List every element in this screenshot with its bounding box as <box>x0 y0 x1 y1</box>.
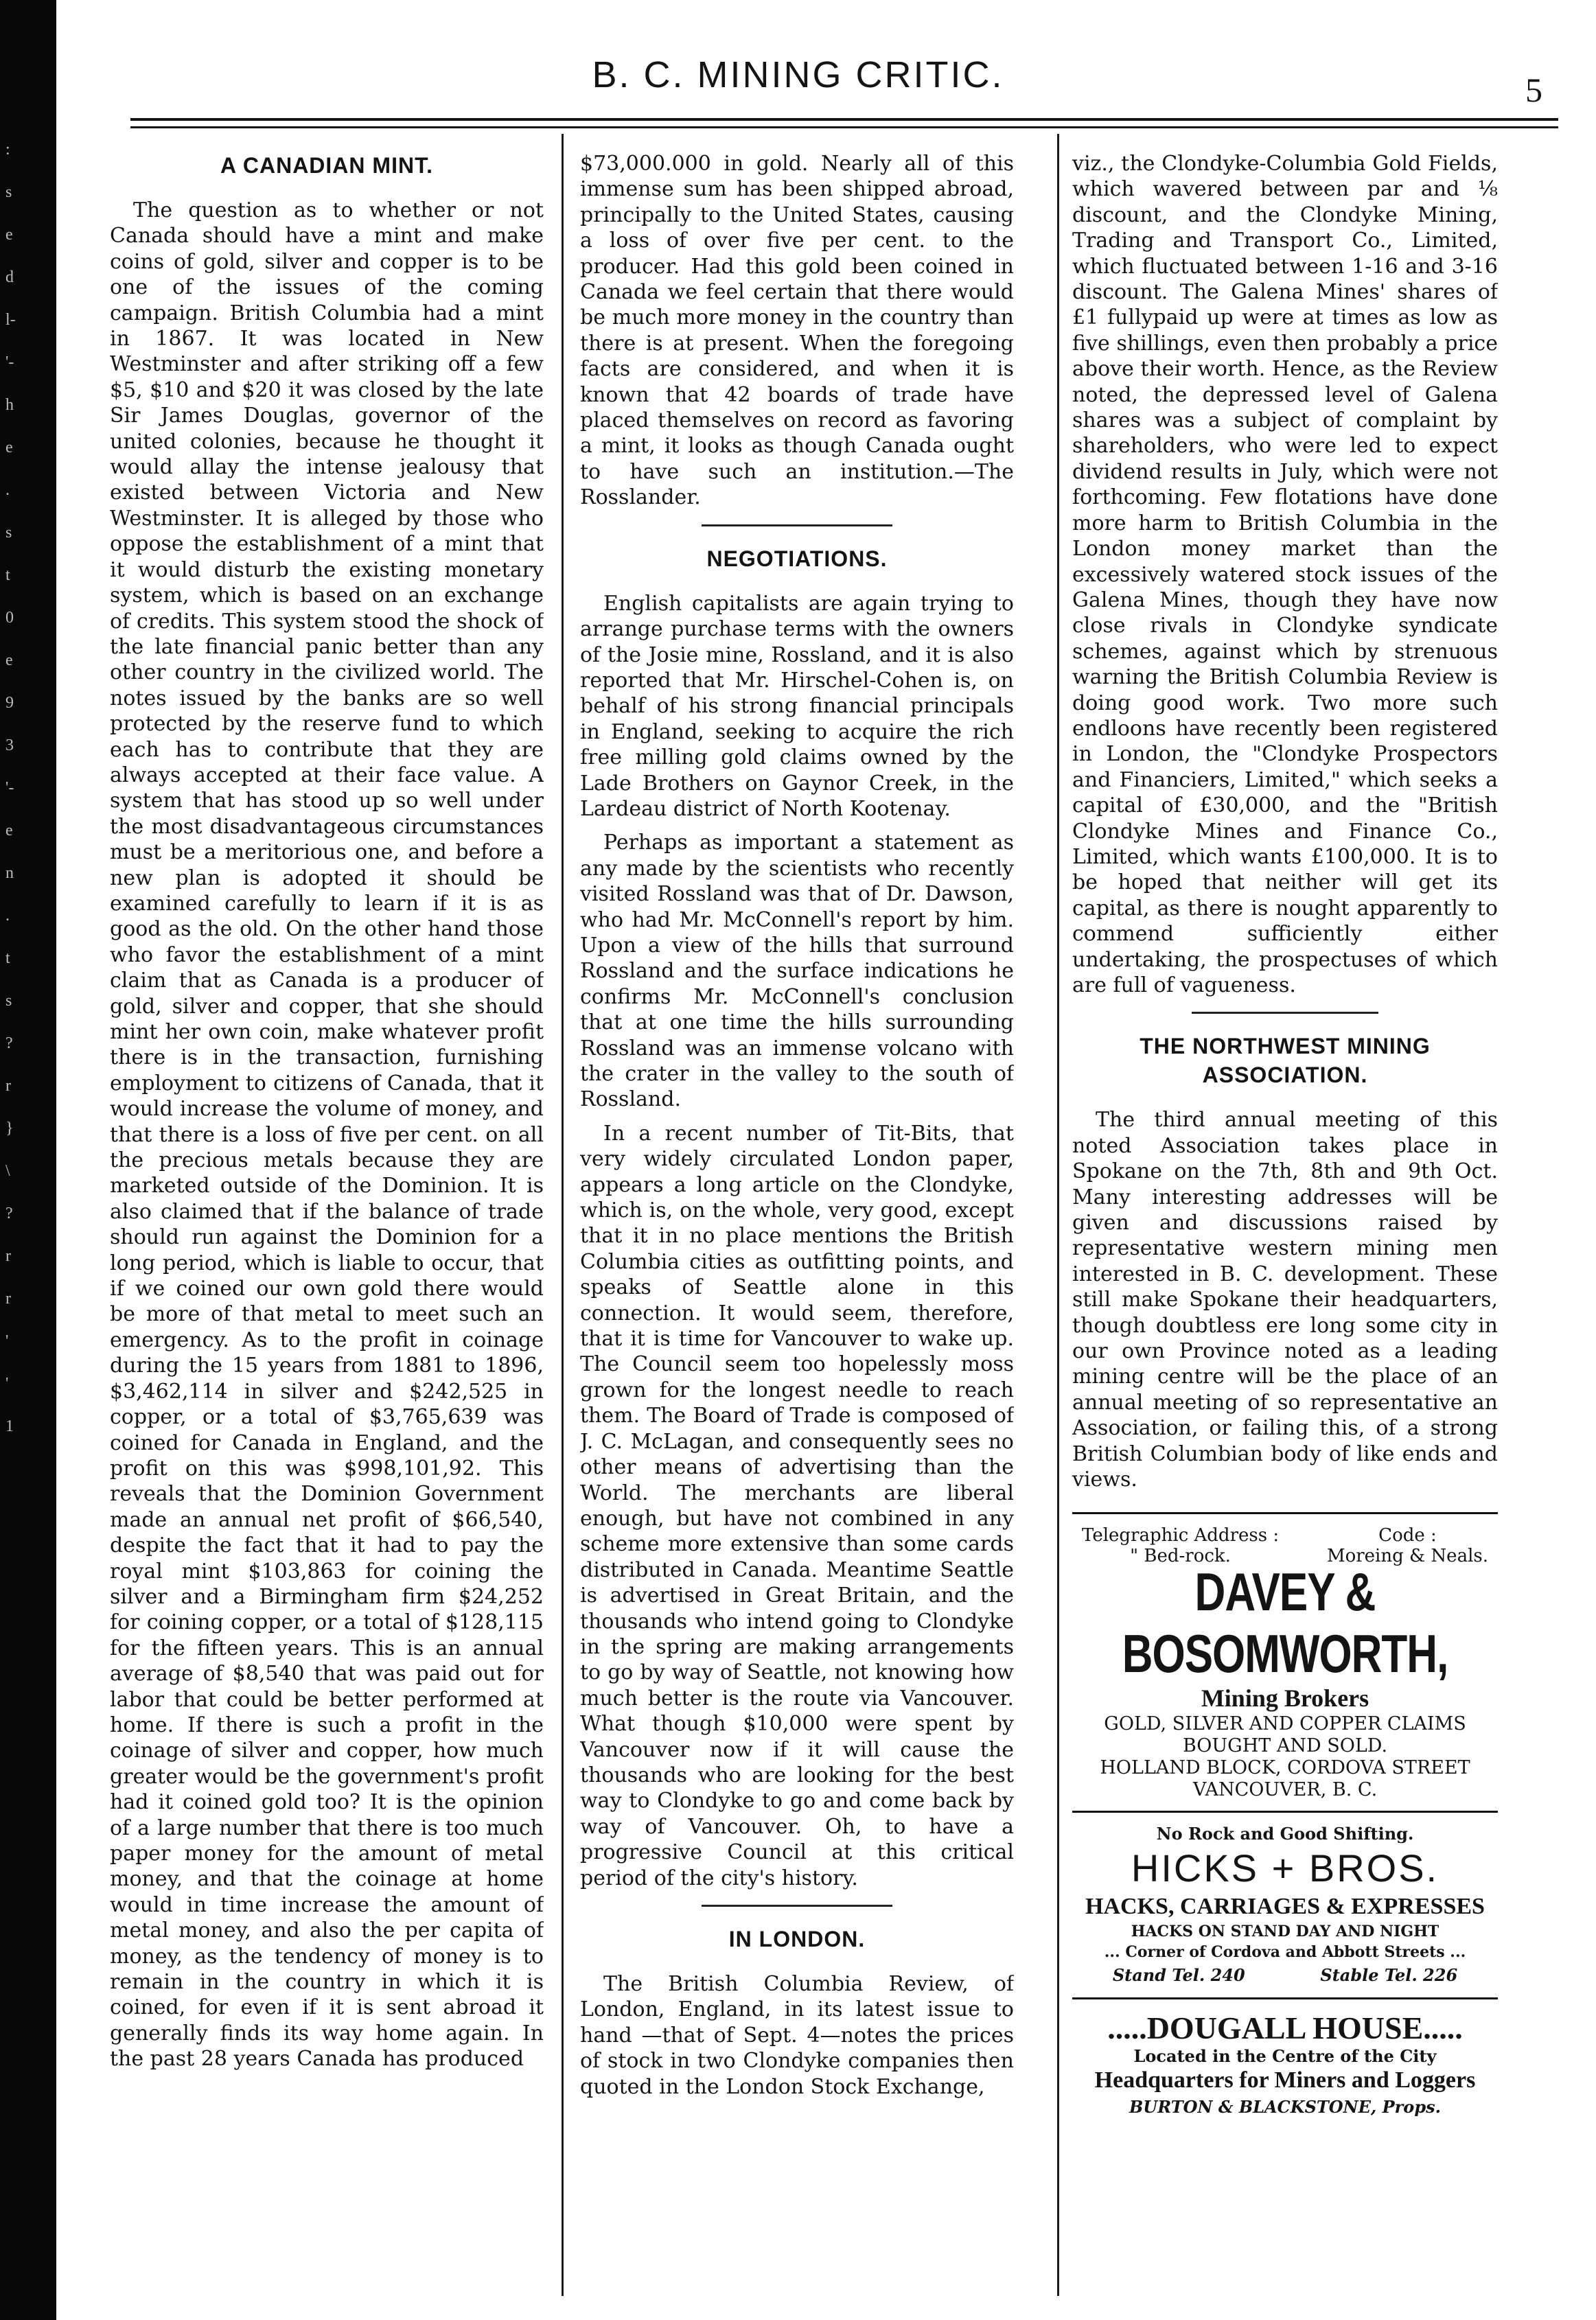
masthead: B. C. MINING CRITIC. <box>592 54 1004 95</box>
margin-fragment: l- <box>5 311 16 329</box>
article-paragraph: In a recent number of Tit-Bits, that very widely circulated London paper, appears a long article on the Clondyke, which is, on the whole, very good, except that it in no place mentions the British Columbia cities as outfitting points, and speaks of Seattle alone in this connection. It would seem, therefore, that it is time for Vancouver to wake up. The Council seem too hopelessly moss grown for the longest needle to reach them. The Board of Trade is composed of J. C. McLagan, and consequently sees no other means of advertising than the World. The merchants are liberal enough, but have not combined in any scheme more extensive than some cards distributed in Canada. Meantime Seattle is advertised in Great Britain, and the thousands who intend going to Clondyke in the spring are making arrangements to go by way of Seattle, not knowing how much better is the route via Vancouver. What though $10,000 were spent by Vancouver now if it will cause the thousands who are looking for the best way to Clondyke to go and come back by way of Vancouver. Oh, to have a progressive Council at this critical period of the city's history. <box>580 1121 1014 1890</box>
ad-code-label: Code : <box>1378 1524 1437 1546</box>
ad-hicks-bros <box>1072 1811 1498 1997</box>
article-paragraph: The question as to whether or not Canada should have a mint and make coins of gold, silver and copper is to be one of the issues of the coming campaign. British Columbia had a mint in 1867. It was located in New Westminster and after striking off a few $5, $10 and $20 it was closed by the late Sir James Douglas, governor of the united colonies, because he thought it would allay the intense jealousy that existed between Victoria and New Westminster. It is alleged by those who oppose the establishment of a mint that it would disturb the existing monetary system, which is based on an exchange of credits. This system stood the shock of the late financial panic better than any other country in the civilized world. The notes issued by the banks are so well protected by the reserve fund to which each has to contribute that they are always accepted at their face value. A system that has stood up so well under the most disadvantageous circumstances must be a meritorious one, and before a new plan is adopted it should be examined carefully to learn if it is as good as the old. On the other hand those who favor the establishment of a mint claim that as Canada is a producer of gold, silver and copper, that she should mint her own coin, make whatever profit there is in the transaction, furnishing employment to citizens of Canada, that it would increase the volume of money, and that there is a loss of five per cent. on all the precious metals because they are marketed outside of the Dominion. It is also claimed that if the balance of trade should run against the Dominion for a long period, which is liable to occur, that if we coined our own gold there would be more of that metal to meet such an emergency. As to the profit in coinage during the 15 years from 1881 to 1896, $3,462,114 in silver and $242,525 in copper, or a total of $3,765,639 was coined for Canada in England, and the profit on this was $998,101,92. This reveals that the Dominion Government made an annual net profit of $66,540, despite the fact that it had to pay the royal mint $103,863 for coining the silver and a Birmingham firm $24,252 for coining copper, or a total of $128,115 for the fifteen years. This is an annual average of $8,540 that was paid out for labor that could be better performed at home. If there is such a profit in the coinage of silver and copper, how much greater would be the government's profit had it coined gold too? It is the opinion of a large number that there is too much paper money for the amount of metal money, and that the coinage at home would in time increase the amount of metal money, and also the per capita of money, as the tendency of money is to remain in the country in which it is coined, for even if it is sent abroad it generally finds its way home again. In the past 28 years Canada has produced <box>110 198 544 2072</box>
margin-fragment: 1 <box>5 1417 14 1435</box>
ad-hicks-stable-tel: Stable Tel. 226 <box>1320 1964 1458 1985</box>
margin-fragment: 3 <box>5 736 14 754</box>
margin-fragment: e <box>5 651 13 669</box>
margin-fragment: r <box>5 1077 11 1095</box>
article-paragraph: Perhaps as important a statement as any made by the scientists who recently visited Rossland was that of Dr. Dawson, who had Mr. McConnell's report by him. Upon a view of the hills that surround Rossland and the surface indications he confirms Mr. McConnell's conclusion that at one time the hills surrounding Rossland was an immense volcano with the crater in the valley to the south of Rossland. <box>580 831 1014 1112</box>
page-number: 5 <box>1525 71 1542 109</box>
margin-fragment: r <box>5 1290 11 1308</box>
section-divider <box>702 1905 892 1907</box>
column-divider-1 <box>562 134 564 2296</box>
margin-fragment: ? <box>5 1205 13 1222</box>
header-rule-top <box>130 118 1558 121</box>
article-paragraph: The British Columbia Review, of London, England, in its latest issue to hand —that of Sept. 4—notes the prices of stock in two Clondyke companies then quoted in the London Stock Exchange, <box>580 1972 1014 2099</box>
margin-fragment: ' <box>5 1332 9 1350</box>
margin-fragment: '- <box>5 779 14 797</box>
scan-left-margin <box>0 0 56 2320</box>
ad-davey-bought: BOUGHT AND SOLD. <box>1182 1735 1388 1756</box>
margin-fragment: d <box>5 268 14 286</box>
heading-northwest-mining: THE NORTHWEST MINING ASSOCIATION. <box>1140 1034 1431 1088</box>
margin-fragment: h <box>5 396 14 414</box>
ad-hicks-tagline: No Rock and Good Shifting. <box>1156 1823 1414 1844</box>
margin-fragment: t <box>5 566 10 584</box>
ad-hicks-corner: ... Corner of Cordova and Abbott Streets ... <box>1104 1942 1466 1961</box>
article-paragraph: The third annual meeting of this noted Association takes place in Spokane on the 7th, 8th and 9th Oct. Many interesting addresses will be given and discussions raised by representative western mining men interested in B. C. development. These still make Spokane their headquarters, though doubtless ere long some city in our own Province noted as a leading mining centre will be the place of an annual meeting of so representative an Association, or failing this, of a strong British Columbian body of like ends and views. <box>1072 1108 1498 1492</box>
article-paragraph: viz., the Clondyke-Columbia Gold Fields, which wavered between par and ⅛ discount, and the Clondyke Mining, Trading and Transport Co., Limited, which fluctuated between 1-16 and 3-16 discount. The Galena Mines' shares of £1 fullypaid up were at times as low as five shillings, even then probably a price above their worth. Hence, as the Review noted, the depressed level of Galena shares was a subject of complaint by shareholders, who were led to expect dividend results in July, which were not forthcoming. Few flotations have done more harm to British Columbia in the London money market than the excessively watered stock issues of the Galena Mines, though they have now close rivals in Clondyke syndicate schemes, against which by strenuous warning the British Columbia Review is doing good work. Two more such endloons have recently been registered in London, the "Clondyke Prospectors and Financiers, Limited," which seeks a capital of £30,000, and the "British Clondyke Mines and Finance Co., Limited, which wants £100,000. It is to be hoped that neither will get its capital, as there is nought apparently to commend sufficiently either undertaking, the prospectuses of which are full of vagueness. <box>1072 152 1498 997</box>
margin-fragment: s <box>5 992 12 1010</box>
ad-davey-claims: GOLD, SILVER AND COPPER CLAIMS <box>1104 1713 1466 1735</box>
ad-telegraphic-code: " Bed-rock. <box>1130 1545 1231 1566</box>
ad-dougall-headquarters: Headquarters for Miners and Loggers <box>1094 2067 1476 2093</box>
column-3 <box>1072 151 1498 2296</box>
article-paragraph: $73,000.000 in gold. Nearly all of this immense sum has been shipped abroad, principally to the United States, causing a loss of over five per cent. to the producer. Had this gold been coined in Canada we feel certain that there would be much more money in the country than there is at present. When the foregoing facts are considered, and when it is known that 42 boards of trade have placed themselves on record as favoring a mint, it looks as though Canada ought to have such an institution.—The Rosslander. <box>580 152 1014 510</box>
margin-fragment: . <box>5 907 10 925</box>
margin-fragment: r <box>5 1247 11 1265</box>
margin-fragment: t <box>5 949 10 967</box>
heading-canadian-mint: A CANADIAN MINT. <box>220 153 433 178</box>
ad-dougall-name: .....DOUGALL HOUSE..... <box>1107 2010 1463 2045</box>
ad-dougall-located: Located in the Centre of the City <box>1133 2045 1437 2066</box>
margin-fragment: e <box>5 822 13 839</box>
column-1 <box>110 151 544 2296</box>
margin-fragment: s <box>5 524 12 542</box>
margin-fragment: \ <box>5 1162 10 1180</box>
heading-in-london: IN LONDON. <box>728 1927 866 1951</box>
ad-davey-business: Mining Brokers <box>1201 1684 1369 1712</box>
section-divider <box>1192 1012 1379 1014</box>
margin-fragment: e <box>5 439 13 456</box>
margin-fragment: . <box>5 481 10 499</box>
ad-davey-bosomworth <box>1072 1512 1498 1811</box>
ad-telegraphic-label: Telegraphic Address : <box>1082 1524 1280 1546</box>
header-rule-bottom <box>130 126 1558 128</box>
ad-davey-city: VANCOUVER, B. C. <box>1192 1778 1378 1800</box>
margin-fragment: 0 <box>5 609 14 627</box>
margin-fragment: n <box>5 864 14 882</box>
margin-fragment: ' <box>5 1375 9 1393</box>
column-2 <box>580 151 1014 2296</box>
article-paragraph: English capitalists are again trying to arrange purchase terms with the owners of the Josie mine, Rossland, and it is also reported that Mr. Hirschel-Cohen is, on behalf of his strong financial principals in England, seeking to acquire the rich free milling gold claims owned by the Lade Brothers on Gaynor Creek, in the Lardeau district of North Kootenay. <box>580 591 1014 821</box>
ad-code-value: Moreing & Neals. <box>1326 1545 1488 1566</box>
margin-fragment: } <box>5 1120 14 1137</box>
ad-hicks-stand-tel: Stand Tel. 240 <box>1112 1964 1245 1985</box>
margin-fragment: ? <box>5 1034 13 1052</box>
ad-hicks-name: HICKS + BROS. <box>1131 1846 1439 1890</box>
ad-dougall-props: BURTON & BLACKSTONE, Props. <box>1129 2096 1441 2117</box>
ad-davey-name: DAVEY & BOSOMWORTH, <box>1122 1562 1448 1684</box>
margin-fragment: '- <box>5 353 14 371</box>
ad-hicks-services: HACKS, CARRIAGES & EXPRESSES <box>1085 1893 1485 1919</box>
margin-fragment: s <box>5 183 12 201</box>
margin-fragment: : <box>5 141 10 159</box>
section-divider <box>702 524 892 526</box>
margin-fragment: e <box>5 226 13 244</box>
heading-negotiations: NEGOTIATIONS. <box>706 546 888 571</box>
ad-hicks-stand: HACKS ON STAND DAY AND NIGHT <box>1131 1922 1439 1940</box>
ad-davey-address: HOLLAND BLOCK, CORDOVA STREET <box>1100 1756 1470 1778</box>
column-divider-2 <box>1057 134 1059 2296</box>
margin-fragment: 9 <box>5 694 14 712</box>
ad-dougall-house <box>1072 1997 1498 2129</box>
